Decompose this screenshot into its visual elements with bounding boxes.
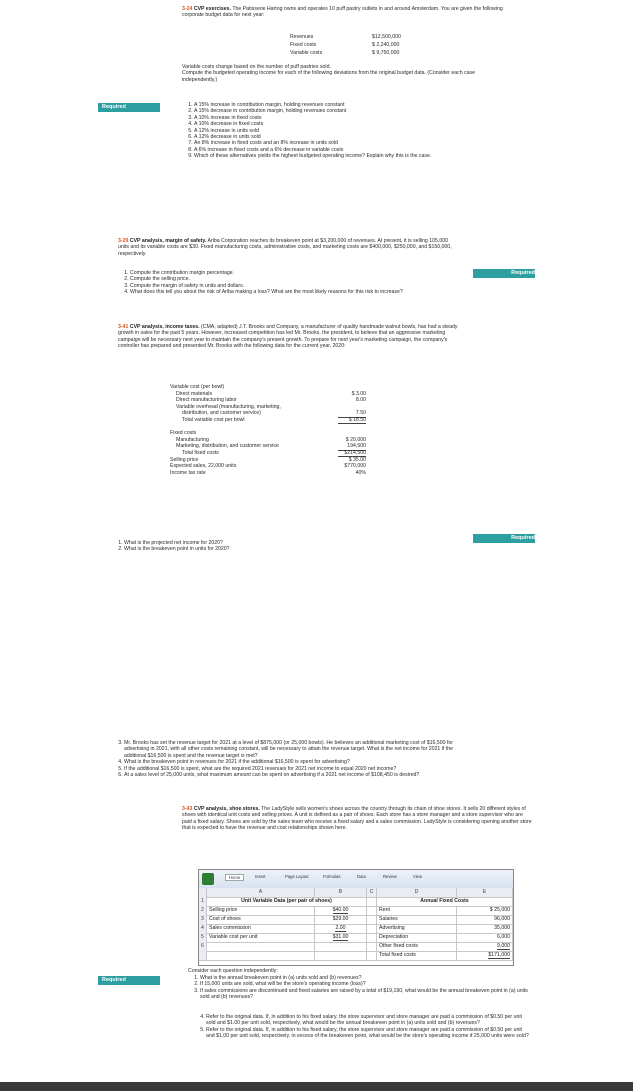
note-variable-costs: Variable costs change based on the number of puff pastries sold. xyxy=(182,64,331,70)
cell-value: $40.00 xyxy=(332,907,349,913)
cost-value: 40% xyxy=(355,469,366,476)
table-cell[interactable] xyxy=(207,951,315,960)
cost-label: Marketing, distribution, and customer service xyxy=(176,443,279,450)
table-cell[interactable] xyxy=(315,924,367,933)
cell-value: $171,000 xyxy=(488,952,510,958)
table-cell[interactable]: Sales commission xyxy=(207,924,315,933)
exercise-title: CVP exercises. xyxy=(193,6,231,12)
list-item: 1. What is the annual breakeven point in (a) units sold and (b) revenues? xyxy=(200,975,533,981)
row-number[interactable]: 1 xyxy=(199,897,207,906)
cost-label: Selling price xyxy=(170,456,199,463)
cost-value: $214,500 xyxy=(338,450,366,457)
table-cell[interactable]: Rent xyxy=(377,906,457,915)
cost-value: 8.00 xyxy=(355,397,366,404)
list-item: 3. Compute the margin of safety in units and dollars. xyxy=(130,283,468,289)
cost-value: $ 35.00 xyxy=(348,456,366,463)
cost-value: $ 18.50 xyxy=(338,417,366,424)
row-number[interactable]: 2 xyxy=(199,906,207,915)
exercise-title: CVP analysis, shoe stores. xyxy=(193,806,260,812)
list-item: 2. Compute the selling price. xyxy=(130,276,468,282)
list-item: 1. Compute the contribution margin percentage. xyxy=(130,270,468,276)
list-item: 2. What is the breakeven point in units for 2020? xyxy=(124,546,412,552)
required-label: Required xyxy=(473,534,535,543)
table-cell[interactable]: Unit Variable Data (per pair of shoes) xyxy=(207,897,367,906)
cost-value: $770,000 xyxy=(344,463,366,470)
list-item: 9. Which of these alternatives yields the highest budgeted operating income? Explain why this is the case. xyxy=(194,153,532,159)
table-cell[interactable] xyxy=(367,924,377,933)
table-cell[interactable]: $ 25,000 xyxy=(457,906,513,915)
column-header[interactable]: D xyxy=(377,888,457,897)
table-cell[interactable] xyxy=(207,942,315,951)
exercise-intro: Ariba Corporation reaches its breakeven point at $3,200,000 of revenues. At present, it is selling 105,000 units and its variable costs are $30. Fixed manufacturing costs, administrative costs, and marketing costs are $400,000, $250,000, and $150,000, respectively. xyxy=(118,238,452,257)
exercise-3-43 xyxy=(182,806,532,832)
consider-note: Consider each question independently: xyxy=(188,968,278,974)
tab-insert[interactable]: Insert xyxy=(255,874,266,879)
column-header[interactable]: B xyxy=(315,888,367,897)
exercise-title: CVP analysis, income taxes. xyxy=(129,324,200,330)
list-item: 3. Mr. Brooks has set the revenue target for 2021 at a level of $875,000 (or 25,000 bowls). He believes an additional marketing cost of $16,500 for advertising in 2021, with all other costs remaining constant, will be necessary to attain the revenue target. What is the net income for 2021 if the additional $16,500 is spent and the revenue target is met? xyxy=(124,740,462,759)
spreadsheet-ribbon xyxy=(199,870,513,889)
list-item: 1. A 15% increase in contribution margin, holding revenues constant xyxy=(194,102,532,108)
table-cell[interactable] xyxy=(367,897,377,906)
list-item: 8. A 6% increase in fixed costs and a 6% decrease in variable costs xyxy=(194,147,532,153)
list-item: 4. A 10% decrease in fixed costs xyxy=(194,121,532,127)
bottom-bar xyxy=(0,1082,633,1091)
exercise-intro: The LadyStyle sells women's shoes across the country through its chain of shoe stores. It sells 20 different styles of shoes with identical unit costs and selling prices. A unit is defined as a pair of shoes. Each store has a store manager and a store supervisor who are paid a fixed salary. Shoes are sold by the sales team who receive a fixed salary and a sales commission. LadyStyle is considering opening another store that is expected to have the revenue and cost relationships shown here. xyxy=(182,806,532,832)
cost-label: distribution, and customer service) xyxy=(182,410,261,417)
tab-formulas[interactable]: Formulas xyxy=(323,874,341,879)
required-label: Required xyxy=(98,976,160,985)
office-logo-icon[interactable] xyxy=(202,873,214,885)
table-cell[interactable]: Annual Fixed Costs xyxy=(377,897,513,906)
list-item: 2. If 15,000 units are sold, what will be the store's operating income (loss)? xyxy=(200,981,533,987)
exercise-3-41-items-b xyxy=(112,740,462,778)
exercise-3-43-items-b xyxy=(194,1014,532,1040)
tab-view[interactable]: View xyxy=(413,874,423,879)
budget-value: $12,500,000 xyxy=(372,34,401,40)
table-cell[interactable] xyxy=(457,942,513,951)
table-cell[interactable] xyxy=(367,906,377,915)
cost-value: $ 20,000 xyxy=(345,436,366,443)
tab-home[interactable]: Home xyxy=(225,874,244,881)
list-item: 1. What is the projected net income for 2020? xyxy=(124,540,412,546)
table-cell[interactable]: Advertising xyxy=(377,924,457,933)
exercise-number: 3-43 xyxy=(182,806,193,812)
column-header[interactable]: E xyxy=(457,888,513,897)
cost-label: Fixed costs xyxy=(170,430,197,437)
column-header[interactable]: C xyxy=(367,888,377,897)
cost-label: Total variable cost per bowl xyxy=(182,416,245,423)
exercise-3-29-items xyxy=(118,270,468,296)
table-cell[interactable] xyxy=(367,915,377,924)
table-cell[interactable]: $29.00 xyxy=(315,915,367,924)
list-item: 5. A 12% increase in units sold xyxy=(194,128,532,134)
table-cell[interactable] xyxy=(457,951,513,960)
table-cell[interactable]: Variable cost per unit xyxy=(207,933,315,942)
list-item: 5. If the additional $16,500 is spent, what are the required 2021 revenues for 2021 net income to equal 2020 net income? xyxy=(124,766,462,772)
exercise-number: 3-41 xyxy=(118,324,129,330)
list-item: 4. Refer to the original data. If, in addition to his fixed salary, the store supervisor and store manager are paid a commission of $0.50 per unit sold and $1.00 per unit sold, respectively, what would be the annual breakeven point in (a) units sold and (b) revenues? xyxy=(206,1014,532,1027)
table-cell[interactable]: 6,000 xyxy=(457,933,513,942)
list-item: 7. An 8% increase in fixed costs and an 8% increase in units sold xyxy=(194,140,532,146)
list-item: 4. What does this tell you about the risk of Ariba making a loss? What are the most likely reasons for this risk to increase? xyxy=(130,289,468,295)
cell-value: 9,000 xyxy=(497,943,510,949)
exercise-number: 3-24 xyxy=(182,6,193,12)
budget-table xyxy=(290,34,450,57)
exercise-intro: (CMA, adapted) J.T. Brooks and Company, a manufacturer of quality handmade walnut bowls, has had a steady growth in sales for the past 5 years. However, increased competition has led Mr. Brooks, the president, to believe that an aggressive marketing campaign will be necessary next year to maintain the company's present growth. To prepare for next year's marketing campaign, the company's controller has prepared and presented Mr. Brooks with the following data for the current year, 2020: xyxy=(118,324,458,350)
exercise-3-41-items-a xyxy=(112,540,412,553)
table-cell[interactable]: 35,000 xyxy=(457,924,513,933)
cost-value: 194,500 xyxy=(338,443,366,450)
tab-data[interactable]: Data xyxy=(357,874,366,879)
required-label: Required xyxy=(473,269,535,278)
row-number[interactable]: 3 xyxy=(199,915,207,924)
note-compute: Compute the budgeted operating income for each of the following deviations from the original budget data. (Consider each case independently.) xyxy=(182,70,475,83)
exercise-intro: The Patisserie Hartog owns and operates 10 puff pastry outlets in and around Amsterdam. You are given the following corporate budget data for next year: xyxy=(182,6,503,19)
cost-label: Income tax rate xyxy=(170,469,206,476)
exercise-3-24-items xyxy=(182,102,532,160)
table-cell[interactable] xyxy=(367,951,377,960)
table-cell[interactable] xyxy=(315,906,367,915)
table-cell[interactable]: Salaries xyxy=(377,915,457,924)
corner-cell[interactable] xyxy=(199,888,207,897)
row-number[interactable] xyxy=(199,951,207,960)
cost-label: Direct manufacturing labor xyxy=(176,397,237,404)
table-cell[interactable]: Selling price xyxy=(207,906,315,915)
cost-label: Variable cost (per bowl) xyxy=(170,384,225,390)
list-item: 2. A 15% decrease in contribution margin, holding revenues constant xyxy=(194,108,532,114)
tab-page-layout[interactable]: Page Layout xyxy=(285,874,309,879)
cell-value: $31.00 xyxy=(332,934,349,940)
table-cell[interactable] xyxy=(315,951,367,960)
exercise-3-29 xyxy=(118,238,458,257)
table-cell[interactable]: Cost of shoes xyxy=(207,915,315,924)
list-item: 3. If sales commissions are discontinued and fixed salaries are raised by a total of $19,190, what would be the annual breakeven point in (a) units sold and (b) revenues? xyxy=(200,988,533,1001)
cost-value: $ 3.00 xyxy=(351,390,366,397)
cell-value: 2.00 xyxy=(335,925,346,931)
exercise-3-43-items xyxy=(188,975,533,1001)
table-cell[interactable] xyxy=(315,942,367,951)
table-cell[interactable]: Depreciation xyxy=(377,933,457,942)
cost-label: Total fixed costs xyxy=(182,449,219,456)
list-item: 5. Refer to the original data. If, in addition to his fixed salary, the store supervisor and store manager are paid a commission of $0.50 per unit and $1.00 per unit sold, respectively, in excess of the breakeven point, what would be the store's operating income if 25,000 units were sold? xyxy=(206,1027,532,1040)
table-row xyxy=(199,951,513,961)
table-cell[interactable] xyxy=(315,933,367,942)
list-item: 6. At a sales level of 25,000 units, what maximum amount can be spent on advertising if a 2021 net income of $108,450 is desired? xyxy=(124,772,462,778)
budget-label: Variable costs xyxy=(290,50,323,56)
column-header[interactable]: A xyxy=(207,888,315,897)
spreadsheet xyxy=(198,869,514,966)
list-item: 3. A 10% increase in fixed costs xyxy=(194,115,532,121)
exercise-title: CVP analysis, margin of safety. xyxy=(129,238,207,244)
row-number[interactable]: 5 xyxy=(199,933,207,942)
list-item: 4. What is the breakeven point in revenues for 2021 if the additional $16,500 is spent for advertising? xyxy=(124,759,462,765)
exercise-3-24 xyxy=(182,6,522,19)
table-cell[interactable] xyxy=(367,942,377,951)
cost-value: 7.50 xyxy=(338,410,366,417)
cost-data-table xyxy=(170,384,400,476)
table-cell[interactable]: Other fixed costs xyxy=(377,942,457,951)
table-cell[interactable]: Total fixed costs xyxy=(377,951,457,960)
exercise-3-24-notes xyxy=(182,64,522,83)
cost-label: Expected sales, 22,000 units xyxy=(170,463,237,470)
row-number[interactable]: 4 xyxy=(199,924,207,933)
budget-label: Fixed costs xyxy=(290,42,317,48)
cost-label: Direct materials xyxy=(176,390,213,397)
tab-review[interactable]: Review xyxy=(383,874,397,879)
exercise-3-24-intro xyxy=(182,6,522,19)
cost-label: Manufacturing xyxy=(176,436,209,443)
exercise-3-41 xyxy=(118,324,468,350)
row-number[interactable]: 6 xyxy=(199,942,207,951)
budget-value: $ 9,750,000 xyxy=(372,50,400,56)
list-item: 6. A 12% decrease in units sold xyxy=(194,134,532,140)
exercise-number: 3-29 xyxy=(118,238,129,244)
table-cell[interactable] xyxy=(367,933,377,942)
required-label: Required xyxy=(98,103,160,112)
budget-label: Revenues xyxy=(290,34,314,40)
budget-value: $ 2,240,000 xyxy=(372,42,400,48)
table-cell[interactable]: 96,000 xyxy=(457,915,513,924)
cost-label: Variable overhead (manufacturing, marketing, xyxy=(176,403,281,410)
